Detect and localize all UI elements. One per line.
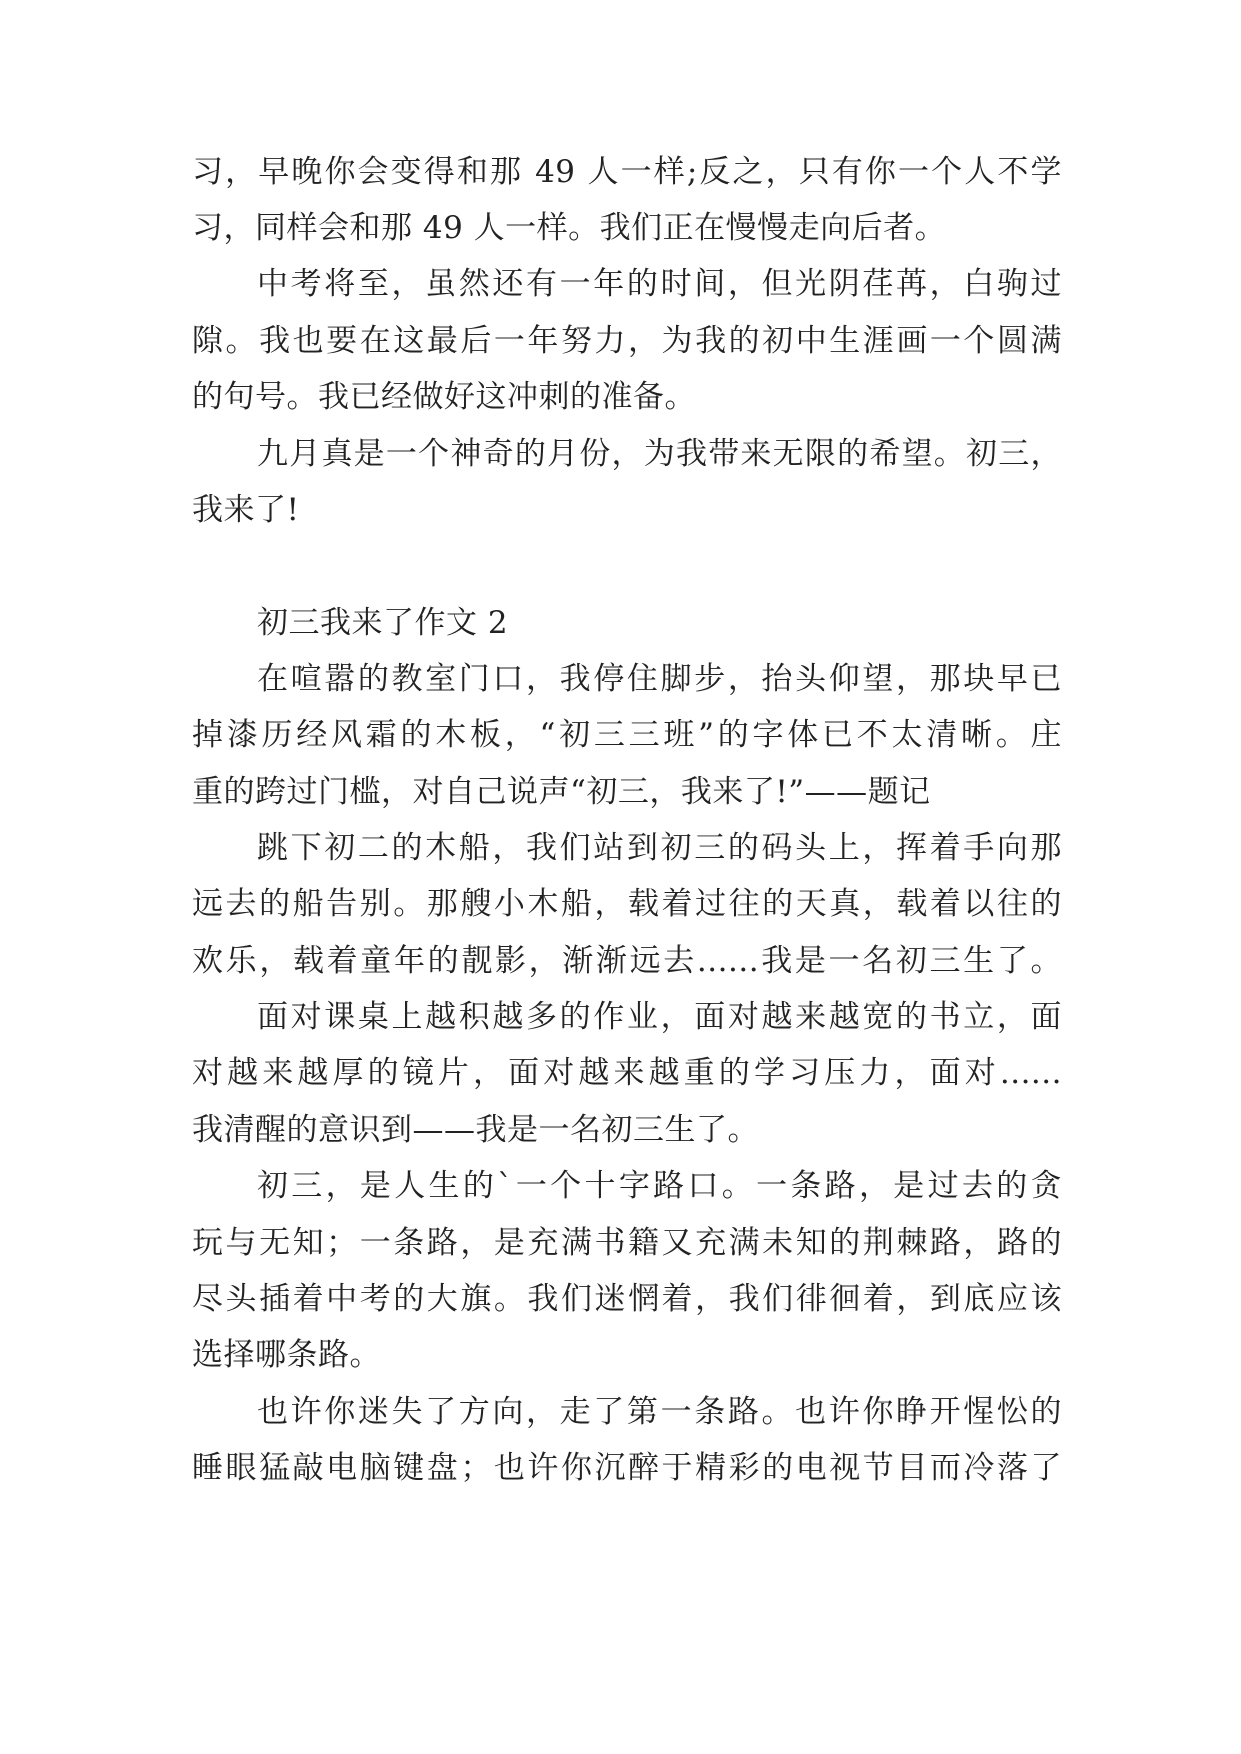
paragraph-start-line: 九月真是一个神奇的月份，为我带来无限的希望。初三， xyxy=(257,436,1062,472)
text-line: 远去的船告别。那艘小木船，载着过往的天真，载着以往的 xyxy=(192,886,1062,922)
text-line: 习，同样会和那 49 人一样。我们正在慢慢走向后者。 xyxy=(192,210,947,246)
text-line: 尽头插着中考的大旗。我们迷惘着，我们徘徊着，到底应该 xyxy=(192,1281,1062,1317)
text-line: 隙。我也要在这最后一年努力，为我的初中生涯画一个圆满 xyxy=(192,323,1062,359)
text-line: 掉漆历经风霜的木板，“初三三班”的字体已不太清晰。庄 xyxy=(192,717,1062,753)
text-line: 我来了! xyxy=(192,492,300,528)
essay-heading: 初三我来了作文 2 xyxy=(257,605,509,641)
text-line: 选择哪条路。 xyxy=(192,1337,381,1373)
text-line: 习，早晚你会变得和那 49 人一样;反之，只有你一个人不学 xyxy=(192,154,1062,190)
text-line: 我清醒的意识到——我是一名初三生了。 xyxy=(192,1112,759,1148)
paragraph-start-line: 跳下初二的木船，我们站到初三的码头上，挥着手向那 xyxy=(257,830,1062,866)
paragraph-start-line: 面对课桌上越积越多的作业，面对越来越宽的书立，面 xyxy=(257,999,1062,1035)
text-line: 欢乐，载着童年的靓影，渐渐远去......我是一名初三生了。 xyxy=(192,943,1062,979)
paragraph-start-line: 也许你迷失了方向，走了第一条路。也许你睁开惺忪的 xyxy=(257,1394,1062,1430)
paragraph-start-line: 在喧嚣的教室门口，我停住脚步，抬头仰望，那块早已 xyxy=(257,661,1062,697)
text-line: 重的跨过门槛，对自己说声“初三，我来了!”——题记 xyxy=(192,774,931,810)
text-line: 的句号。我已经做好这冲刺的准备。 xyxy=(192,379,696,415)
text-line: 对越来越厚的镜片，面对越来越重的学习压力，面对...... xyxy=(192,1055,1062,1091)
paragraph-start-line: 中考将至，虽然还有一年的时间，但光阴荏苒，白驹过 xyxy=(257,266,1062,302)
text-line: 玩与无知；一条路，是充满书籍又充满未知的荆棘路，路的 xyxy=(192,1225,1062,1261)
text-line: 睡眼猛敲电脑键盘；也许你沉醉于精彩的电视节目而冷落了 xyxy=(192,1450,1062,1486)
paragraph-start-line: 初三，是人生的`一个十字路口。一条路，是过去的贪 xyxy=(257,1168,1062,1204)
